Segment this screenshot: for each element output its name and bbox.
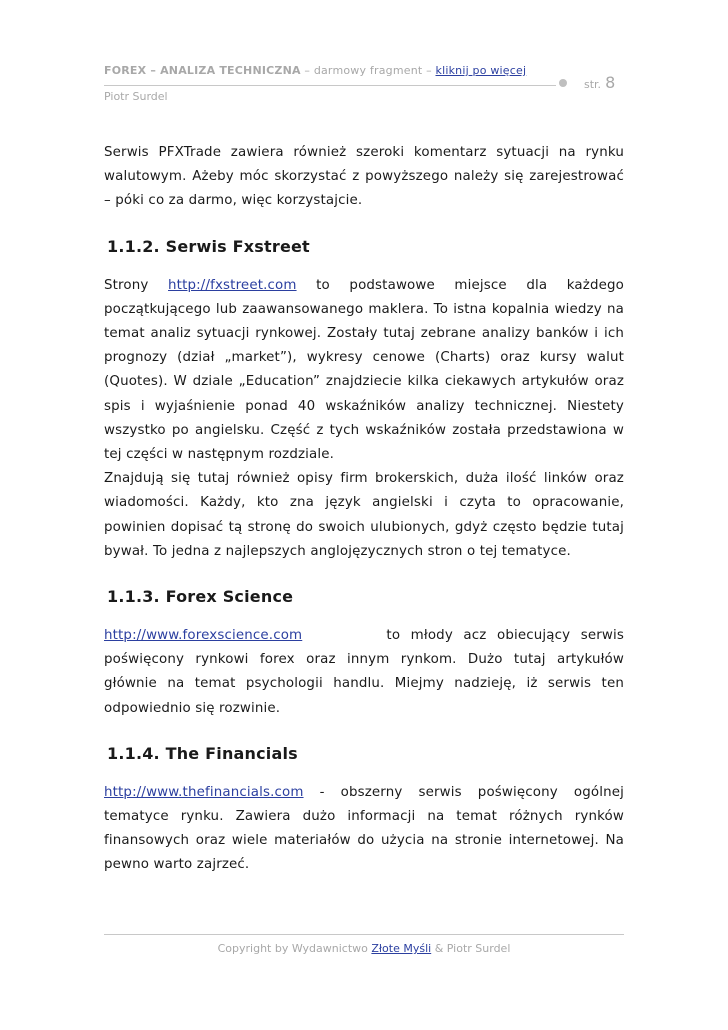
footer-author: & Piotr Surdel	[431, 942, 511, 955]
section-heading-forex-science: 1.1.3. Forex Science	[107, 587, 294, 607]
paragraph-text: - obszerny serwis poświęcony ogólnej tematyce rynku. Zawiera dużo informacji na temat różnych rynków finansowych oraz wiele materiałów do użycia na stronie internetowej. Na pewno warto zajrzeć.	[104, 784, 624, 873]
page-number-indicator	[584, 73, 615, 92]
financials-paragraph	[104, 781, 624, 878]
section-heading-fxstreet: 1.1.2. Serwis Fxstreet	[107, 236, 310, 256]
header-author: Piotr Surdel	[104, 90, 168, 103]
footer-copyright: Copyright by Wydawnictwo	[217, 942, 372, 955]
intro-paragraph: Serwis PFXTrade zawiera również szeroki komentarz sytuacji na rynku walutowym. Ażeby móc skorzystać z powyższego należy się zarejestrować – póki co za darmo, więc korzystajcie.	[104, 145, 624, 209]
header-dot-icon	[559, 79, 567, 87]
paragraph-text: Strony	[104, 277, 169, 293]
fxstreet-link[interactable]: http://fxstreet.com	[168, 277, 297, 293]
paragraph-text: to podstawowe miejsce dla każdego początkującego lub zaawansowanego maklera. To istna kopalnia wiedzy na temat analiz sytuacji rynkowej. Zostały tutaj zebrane analizy banków i ich prognozy (dział „market”), wykresy cenowe (Charts) oraz kursy walut (Quotes). W dziale „Education” znajdziecie kilka ciekawych artykułów oraz spis i wyjaśnienie ponad 40 wskaźników analizy technicznej. Niestety wszystko po angielsku. Część z tych wskaźników została przedstawiona w tej części w następnym rozdziale.	[104, 277, 624, 463]
document-body	[104, 141, 629, 878]
publisher-link[interactable]: Złote Myśli	[371, 942, 432, 955]
header-fragment-label: darmowy fragment	[313, 64, 423, 77]
page-header	[104, 64, 628, 108]
page-label: str.	[584, 78, 602, 91]
more-link[interactable]: kliknij po więcej	[435, 64, 527, 77]
page-number: 8	[605, 73, 616, 92]
forex-science-paragraph	[104, 624, 629, 721]
paragraph-text: to młody acz obiecujący serwis poświęcony rynkowi forex oraz innym rynkom. Dużo tutaj artykułów głównie na temat psychologii handlu. Miejmy nadzieję, iż serwis ten odpowiednio się rozwinie.	[104, 628, 629, 716]
fxstreet-paragraph-2: Znajdują się tutaj również opisy firm brokerskich, duża ilość linków oraz wiadomości. Każdy, kto zna język angielski i czyta to opracowanie, powinien dopisać tą stronę do swoich ulubionych, gdyż często będzie tutaj bywał. To jedna z najlepszych anglojęzycznych stron o tej tematyce.	[104, 471, 624, 559]
forexscience-link[interactable]: http://www.forexscience.com	[104, 628, 303, 644]
thefinancials-link[interactable]: http://www.thefinancials.com	[104, 784, 304, 800]
header-brand: FOREX – ANALIZA TECHNICZNA	[104, 64, 301, 77]
header-separator: –	[300, 64, 314, 77]
footer-divider	[104, 934, 624, 935]
header-title-line	[104, 64, 628, 77]
section-heading-financials: 1.1.4. The Financials	[107, 743, 298, 763]
header-divider	[104, 85, 556, 86]
page-footer	[104, 942, 624, 955]
header-separator: –	[422, 64, 436, 77]
fxstreet-paragraph-1	[104, 274, 624, 468]
